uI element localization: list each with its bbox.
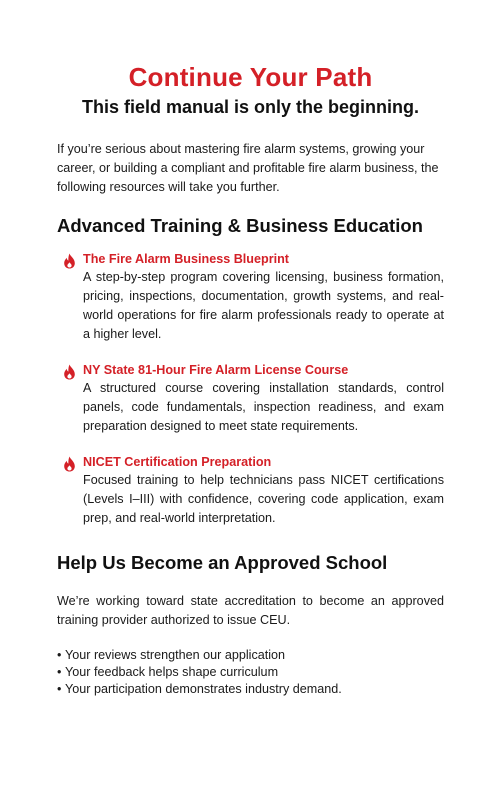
training-item-title: The Fire Alarm Business Blueprint [83,252,289,266]
school-bullet-list [57,647,444,698]
training-item-description: A step-by-step program covering licensing, business formation, pricing, inspections, documentation, growth systems, and real-world operations for fire alarm professionals ready to operate at a higher level. [83,270,444,341]
training-item-title: NY State 81-Hour Fire Alarm License Course [83,363,349,377]
list-item: • Your participation demonstrates industry demand. [57,681,444,698]
flame-icon [63,364,76,380]
intro-paragraph: If you’re serious about mastering fire alarm systems, growing your career, or building a compliant and profitable fire alarm business, the following resources will take you further. [57,142,439,194]
school-paragraph: We’re working toward state accreditation to become an approved training provider authorized to issue CEU. [57,594,444,627]
training-item-nicet-prep [57,454,444,528]
training-heading: Advanced Training & Business Education [57,215,423,236]
training-item-description: Focused training to help technicians pass NICET certifications (Levels I–III) with confidence, covering code application, exam prep, and real-world interpretation. [83,473,444,525]
training-item-title: NICET Certification Preparation [83,455,272,469]
list-item: • Your reviews strengthen our application [57,647,444,664]
flame-icon [63,253,76,269]
training-item-business-blueprint [57,251,444,344]
training-item-description: A structured course covering installation standards, control panels, code fundamentals, inspection readiness, and exam preparation designed to meet state requirements. [83,381,444,433]
training-item-ny-license-course [57,362,444,436]
school-heading: Help Us Become an Approved School [57,552,388,573]
flame-icon [63,456,76,472]
page-subtitle: This field manual is only the beginning. [81,97,420,117]
training-list [57,251,444,528]
list-item: • Your feedback helps shape curriculum [57,664,444,681]
page-title: Continue Your Path [128,62,373,92]
